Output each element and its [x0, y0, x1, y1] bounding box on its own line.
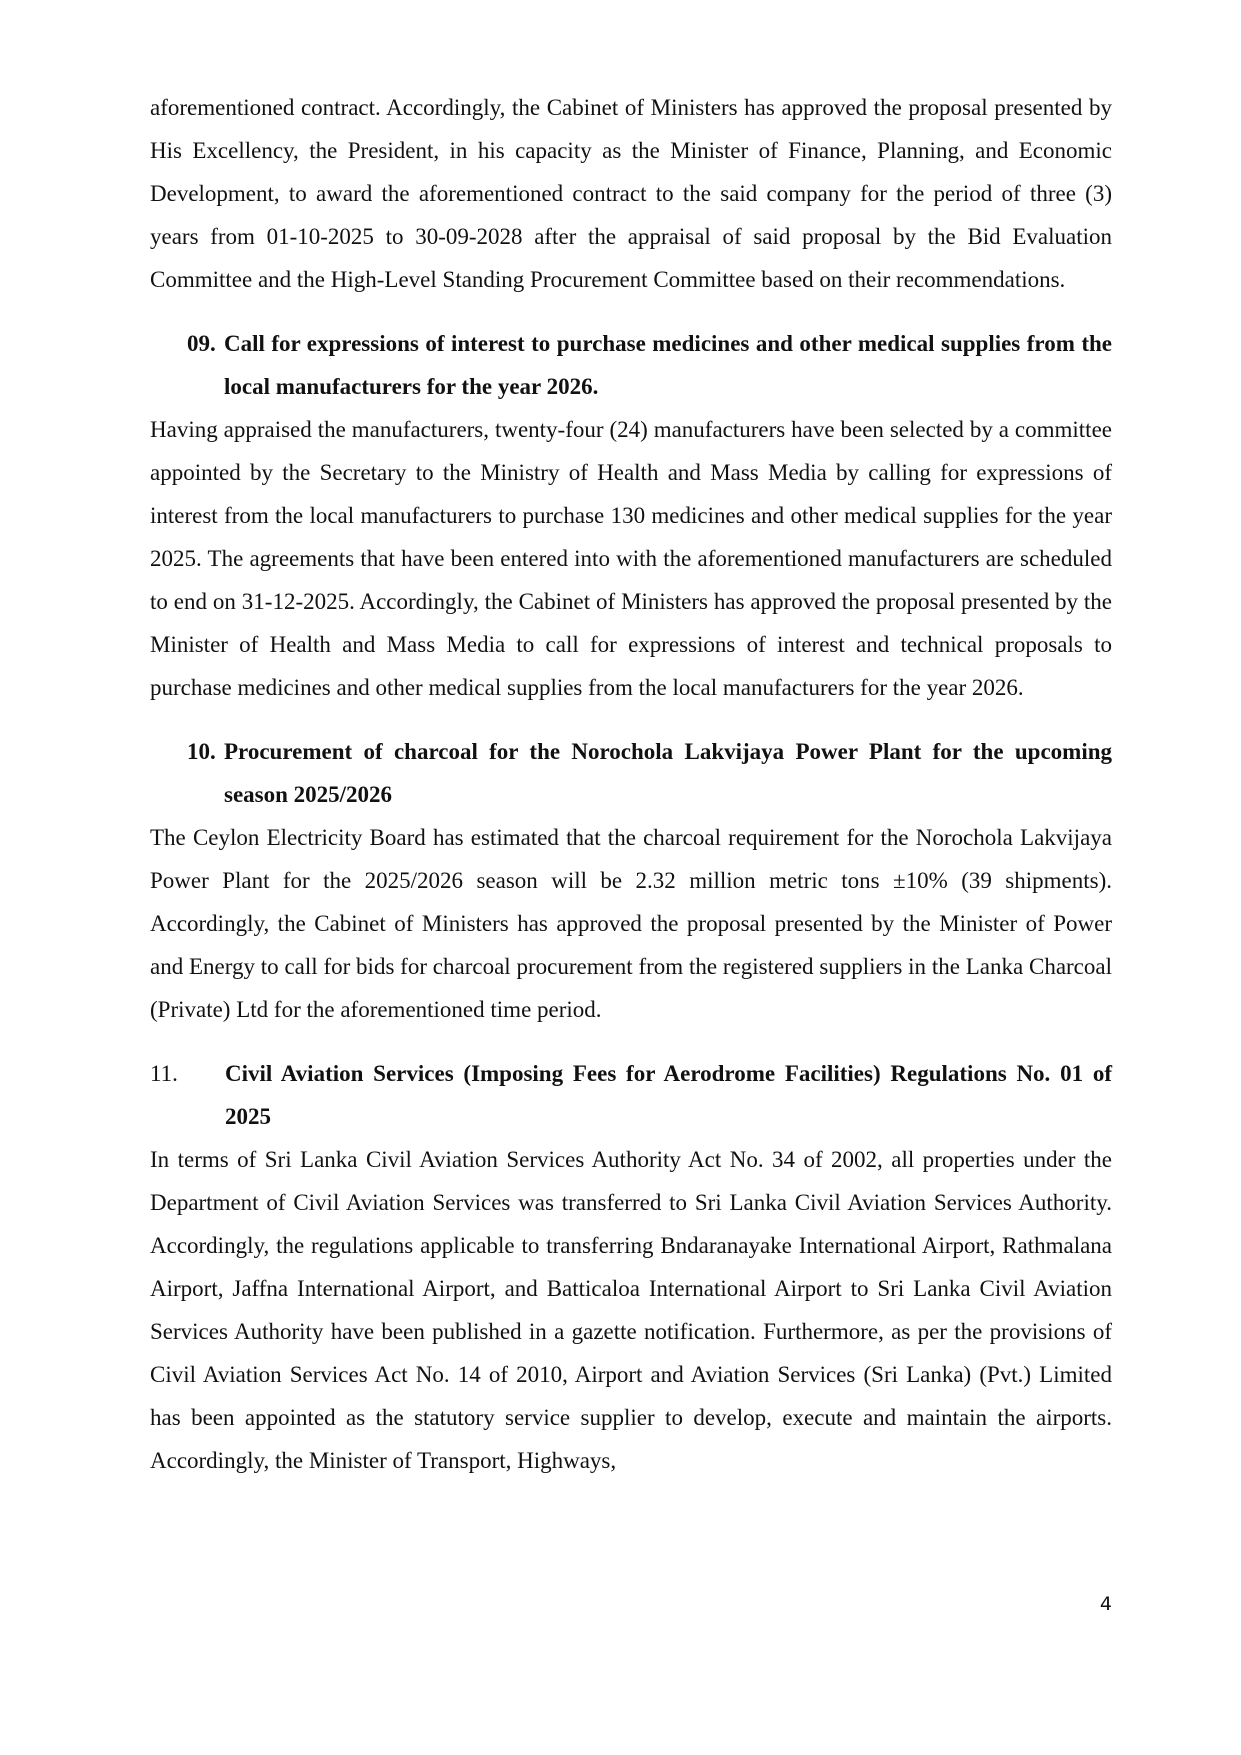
section-title: Call for expressions of interest to purchase medicines and other medical supplies from the local manufacturers for the year 2026.: [224, 331, 1112, 399]
document-page: [150, 86, 1112, 1482]
intro-paragraph: aforementioned contract. Accordingly, the Cabinet of Ministers has approved the proposal presented by His Excellency, the President, in his capacity as the Minister of Finance, Planning, and Economic Development, to award the aforementioned contract to the said company for the period of three (3) years from 01-10-2025 to 30-09-2028 after the appraisal of said proposal by the Bid Evaluation Committee and the High-Level Standing Procurement Committee based on their recommendations.: [150, 95, 1112, 292]
section-heading-11: [150, 1052, 1112, 1138]
section-number: 11.: [150, 1061, 178, 1086]
page-number: 4: [1099, 1593, 1112, 1615]
section-body-11: In terms of Sri Lanka Civil Aviation Services Authority Act No. 34 of 2002, all properties under the Department of Civil Aviation Services was transferred to Sri Lanka Civil Aviation Services Authority. Accordingly, the regulations applicable to transferring Bndaranayake International Airport, Rathmalana Airport, Jaffna International Airport, and Batticaloa International Airport to Sri Lanka Civil Aviation Services Authority have been published in a gazette notification. Furthermore, as per the provisions of Civil Aviation Services Act No. 14 of 2010, Airport and Aviation Services (Sri Lanka) (Pvt.) Limited has been appointed as the statutory service supplier to develop, execute and maintain the airports. Accordingly, the Minister of Transport, Highways,: [150, 1147, 1112, 1473]
section-heading-09: [187, 322, 1112, 408]
section-title: Civil Aviation Services (Imposing Fees for Aerodrome Facilities) Regulations No. 01 of 2025: [225, 1061, 1112, 1129]
section-body-09: Having appraised the manufacturers, twenty-four (24) manufacturers have been selected by a committee appointed by the Secretary to the Ministry of Health and Mass Media by calling for expressions of interest from the local manufacturers to purchase 130 medicines and other medical supplies for the year 2025. The agreements that have been entered into with the aforementioned manufacturers are scheduled to end on 31-12-2025. Accordingly, the Cabinet of Ministers has approved the proposal presented by the Minister of Health and Mass Media to call for expressions of interest and technical proposals to purchase medicines and other medical supplies from the local manufacturers for the year 2026.: [150, 417, 1112, 700]
section-number: 09.: [187, 331, 216, 356]
section-heading-10: [187, 730, 1112, 816]
section-number: 10.: [187, 739, 216, 764]
section-title: Procurement of charcoal for the Norochola Lakvijaya Power Plant for the upcoming season 2025/2026: [224, 739, 1112, 807]
section-body-10: The Ceylon Electricity Board has estimated that the charcoal requirement for the Norochola Lakvijaya Power Plant for the 2025/2026 season will be 2.32 million metric tons ±10% (39 shipments). Accordingly, the Cabinet of Ministers has approved the proposal presented by the Minister of Power and Energy to call for bids for charcoal procurement from the registered suppliers in the Lanka Charcoal (Private) Ltd for the aforementioned time period.: [150, 825, 1112, 1022]
